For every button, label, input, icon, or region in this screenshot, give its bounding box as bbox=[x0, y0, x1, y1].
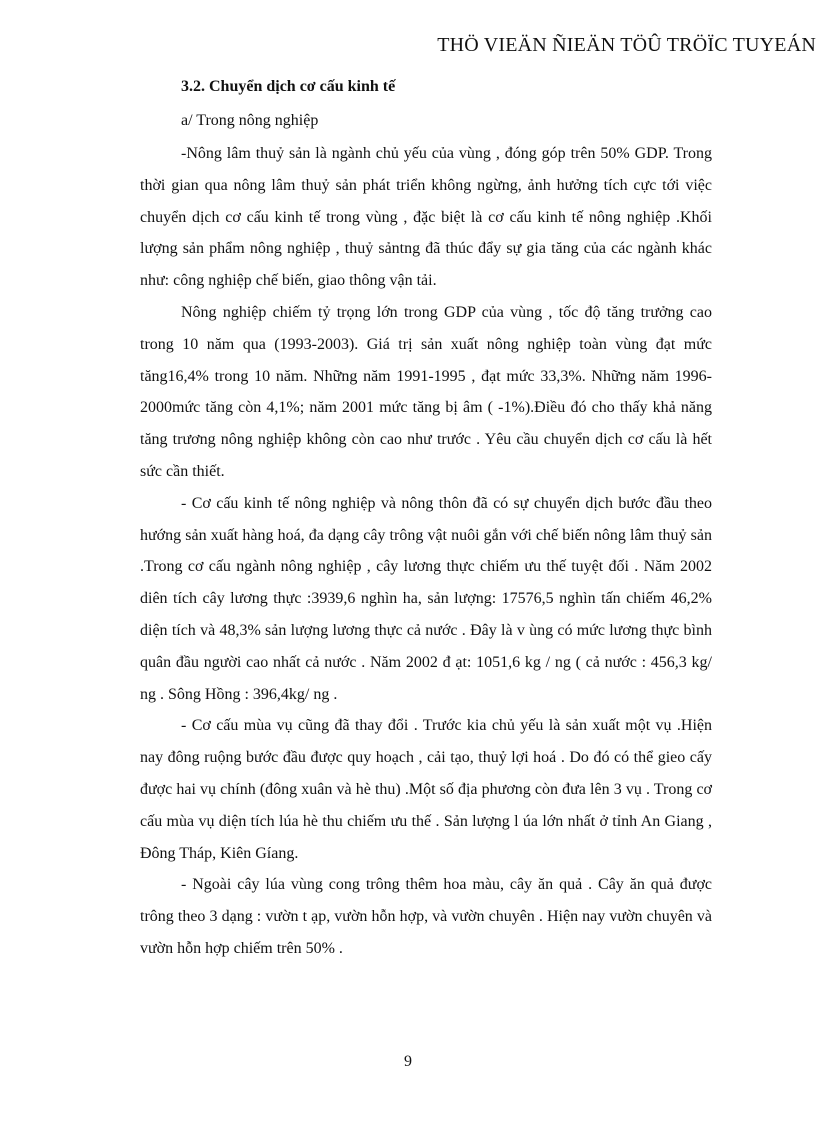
page-number: 9 bbox=[404, 1053, 412, 1070]
paragraph-2: Nông nghiệp chiếm tỷ trọng lớn trong GDP của vùng , tốc độ tăng trưởng cao trong 10 năm qua (1993-2003). Giá trị sản xuất nông nghiệp toàn vùng đạt mức tăng16,4% trong 10 năm. Những năm 1991-1995 , đạt mức 33,3%. Những năm 1996-2000mức tăng còn 4,1%; năm 2001 mức tăng bị âm ( -1%).Điều đó cho thấy khả năng tăng trương nông nghiệp không còn cao như trước . Yêu cầu chuyển dịch cơ cấu là hết sức cần thiết. bbox=[140, 303, 712, 480]
paragraph-5: - Ngoài cây lúa vùng cong trông thêm hoa màu, cây ăn quả . Cây ăn quả được trông theo 3 dạng : vườn t ạp, vườn hỗn hợp, và vườn chuyên . Hiện nay vườn chuyên và vườn hỗn hợp chiếm trên 50% . bbox=[140, 876, 712, 957]
document-body bbox=[140, 70, 712, 965]
subsection-heading: a/ Trong nông nghiệp bbox=[181, 112, 319, 129]
section-heading: 3.2. Chuyển dịch cơ cấu kinh tế bbox=[181, 78, 396, 95]
paragraph-1: -Nông lâm thuỷ sản là ngành chủ yếu của vùng , đóng góp trên 50% GDP. Trong thời gian qua nông lâm thuỷ sản phát triển không ngừng, ảnh hưởng tích cực tới việc chuyển dịch cơ cấu kinh tế trong vùng , đặc biệt là cơ cấu kinh tế nông nghiệp .Khối lượng sản phẩm nông nghiệp , thuỷ sảntng đã thúc đẩy sự gia tăng của các ngành khác như: công nghiệp chế biến, giao thông vận tải. bbox=[140, 145, 712, 290]
paragraph-4: - Cơ cấu mùa vụ cũng đã thay đổi . Trước kia chủ yếu là sản xuất một vụ .Hiện nay đông ruộng bước đầu được quy hoạch , cải tạo, thuỷ lợi hoá . Do đó có thể gieo cấy được hai vụ chính (đông xuân và hè thu) .Một số địa phương còn đưa lên 3 vụ . Trong cơ cấu mùa vụ diện tích lúa hè thu chiếm ưu thế . Sản lượng l úa lớn nhất ở tỉnh An Giang , Đông Tháp, Kiên Gíang. bbox=[140, 717, 712, 862]
running-header: THÖ VIEÄN ÑIEÄN TÖÛ TRÖÏC TUYEÁN bbox=[437, 34, 816, 56]
paragraph-3: - Cơ cấu kinh tế nông nghiệp và nông thôn đã có sự chuyển dịch bước đầu theo hướng sản xuất hàng hoá, đa dạng cây trông vật nuôi gắn với chế biến nông lâm thuỷ sản .Trong cơ cấu ngành nông nghiệp , cây lương thực chiếm ưu thế tuyệt đối . Năm 2002 diên tích cây lương thực :3939,6 nghìn ha, sản lượng: 17576,5 nghìn tấn chiếm 46,2% diện tích và 48,3% sản lượng lương thực cả nước . Đây là v ùng có mức lương thực bình quân đầu người cao nhất cả nước . Năm 2002 đ ạt: 1051,6 kg / ng ( cả nước : 456,3 kg/ ng . Sông Hồng : 396,4kg/ ng . bbox=[140, 494, 712, 703]
